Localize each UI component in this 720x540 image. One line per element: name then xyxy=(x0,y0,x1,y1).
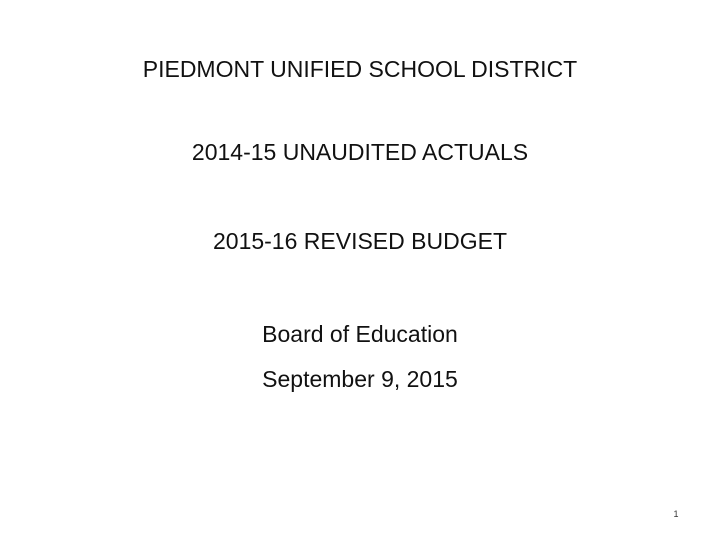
board-label: Board of Education xyxy=(262,321,458,347)
meeting-date: September 9, 2015 xyxy=(262,366,458,392)
page-number: 1 xyxy=(673,509,679,519)
district-title: PIEDMONT UNIFIED SCHOOL DISTRICT xyxy=(142,56,578,82)
budget-heading: 2015-16 REVISED BUDGET xyxy=(212,228,507,254)
actuals-heading: 2014-15 UNAUDITED ACTUALS xyxy=(191,139,529,165)
